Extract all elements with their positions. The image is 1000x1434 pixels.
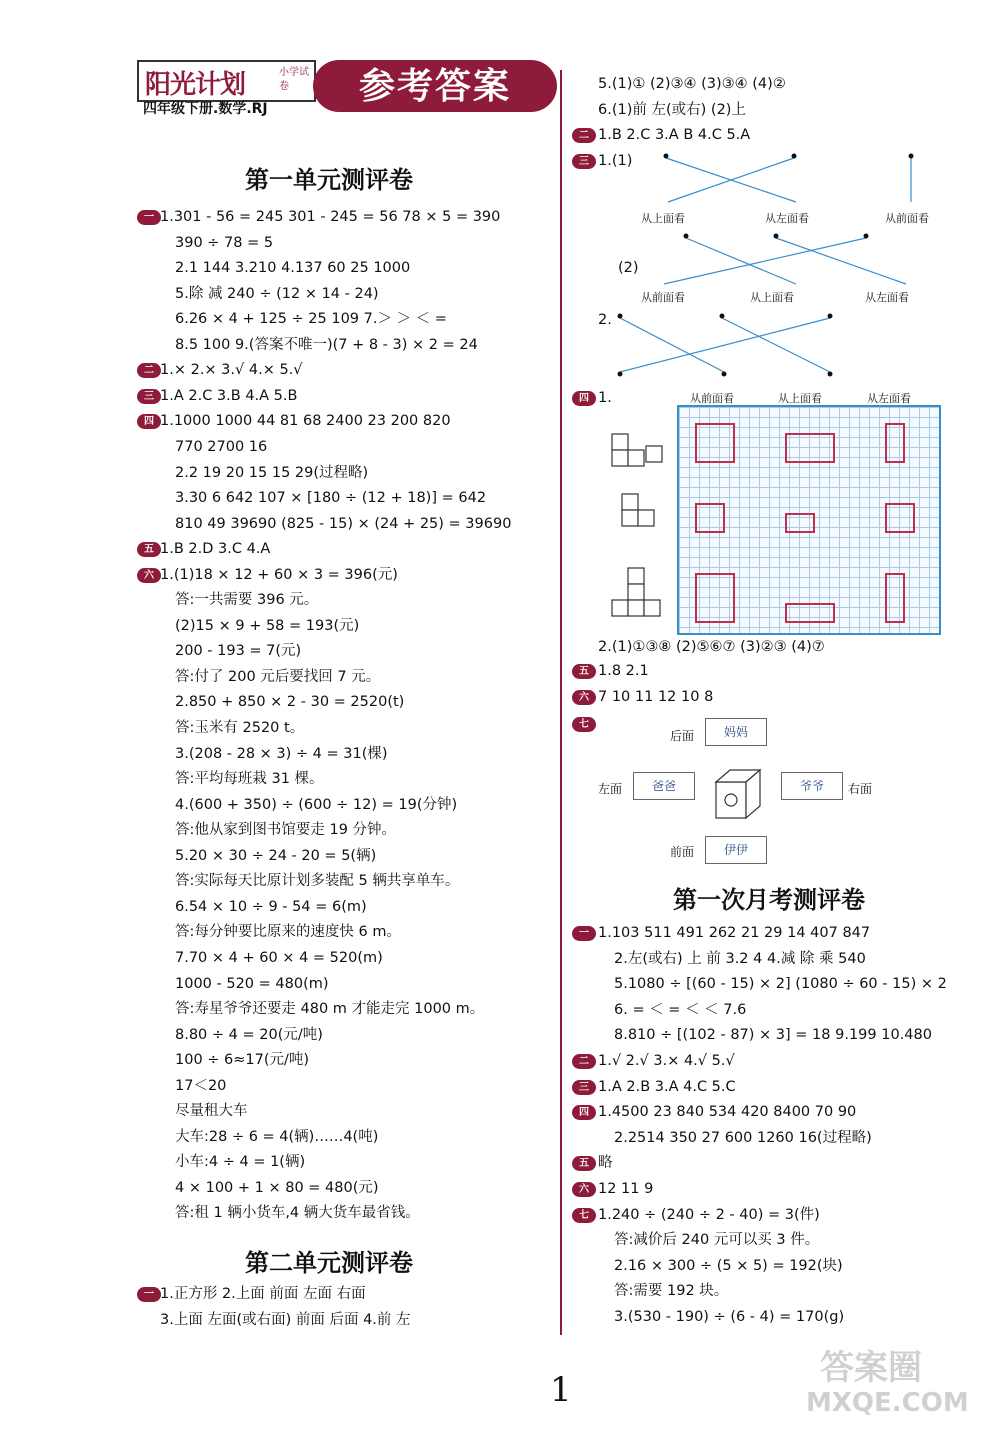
answer-line: 8.80 ÷ 4 = 20(元/吨) [175,1026,323,1043]
match-dot [828,314,833,319]
cube [622,510,638,526]
section-title-monthly: 第一次月考测评卷 [673,885,865,914]
answer-line: 1.B 2.C 3.A B 4.C 5.A [598,127,751,143]
answer-line: 390 ÷ 78 = 5 [175,234,274,251]
answer-line: 1.103 511 491 262 21 29 14 407 847 [598,925,871,941]
back-label: 后面 [670,729,695,743]
match-dot [792,154,797,159]
answer-line: 1000 - 520 = 480(m) [175,975,329,992]
match3-line-b [722,318,830,372]
cube [612,434,628,450]
right-label: 右面 [848,782,873,796]
answer-line: 810 49 39690 (825 - 15) × (24 + 25) = 39690 [175,515,512,532]
section-mark: 二 [137,363,161,378]
answer-line: 5.(1)① (2)③④ (3)③④ (4)② [598,76,786,92]
section-mark: 六 [137,568,161,583]
match-dot [909,154,914,159]
block-circle [725,794,737,806]
answer-line: 2.2514 350 27 600 1260 16(过程略) [614,1129,872,1146]
matching-diagram [600,150,960,390]
column-divider [560,70,562,1335]
answer-line: 5.20 × 30 ÷ 24 - 20 = 5(辆) [175,847,377,864]
grid-header-front: 从前面看 [690,392,734,405]
view-shape [785,433,835,463]
grid-q2-answer: 2.(1)①③⑧ (2)⑤⑥⑦ (3)②③ (4)⑦ [598,639,825,655]
answer-line: 1.240 ÷ (240 ÷ 2 - 40) = 3(件) [598,1206,820,1223]
answer-grid [677,405,941,635]
match2-line-c [664,238,866,284]
view-shape [885,423,905,463]
match-dot [720,314,725,319]
match-dot [864,234,869,239]
answer-line: 1.A 2.B 3.A 4.C 5.C [598,1078,736,1095]
answer-line: 2.16 × 300 ÷ (5 × 5) = 192(块) [614,1257,843,1274]
match-dot [684,234,689,239]
match2-label-2: 从上面看 [750,291,794,304]
subtitle: 四年级下册.数学.RJ [143,101,268,117]
answer-line: 8.810 ÷ [(102 - 87) × 3] = 18 9.199 10.480 [614,1027,932,1044]
match3-line-c [620,318,830,372]
cube [628,584,644,600]
section-mark: 七 [572,1208,596,1223]
answer-line: 2.1 144 3.210 4.137 60 25 1000 [175,260,411,277]
match3-tag: 2. [598,312,612,328]
answer-line: 答:他从家到图书馆要走 19 分钟。 [175,822,397,839]
answer-line: 6.54 × 10 ÷ 9 - 54 = 6(m) [175,898,367,915]
cube [638,510,654,526]
section-mark: 一 [137,1287,161,1302]
answer-line: 1.B 2.D 3.C 4.A [160,541,271,558]
cube-figures [608,418,674,630]
answer-line: 4.(600 + 350) ÷ (600 ÷ 12) = 19(分钟) [175,796,458,813]
answer-line: 1.301 - 56 = 245 301 - 245 = 56 78 × 5 = 390 [160,209,501,225]
section-mark: 一 [572,926,596,941]
view-shape [785,513,815,533]
back-name-box: 妈妈 [705,718,767,746]
answer-line: 答:每分钟要比原来的速度快 6 m。 [175,924,401,941]
cube [628,568,644,584]
logo-side: 小学试卷 [279,67,309,92]
cube [646,446,662,462]
answer-line: 7.70 × 4 + 60 × 4 = 520(m) [175,949,383,966]
answer-line: 5.除 减 240 ÷ (12 × 14 - 24) [175,285,379,302]
match2-label-1: 从前面看 [641,291,685,304]
answer-line: 1.8 2.1 [598,663,649,679]
center-block-figure [712,760,766,822]
answer-line: 答:减价后 240 元可以买 3 件。 [614,1232,820,1249]
match2-line-a [686,238,796,284]
answer-line: 100 ÷ 6≈17(元/吨) [175,1052,310,1069]
match-dot [664,154,669,159]
logo-text: 阳光计划 [145,70,246,100]
match2-tag: (2) [618,260,639,276]
match3-line-a [620,318,724,372]
answer-line: 12 11 9 [598,1181,654,1197]
answer-line: 1.正方形 2.上面 前面 左面 右面 [160,1286,366,1302]
section-mark: 二 [572,128,596,143]
answer-line: 1.(1) [598,152,633,169]
answer-line: 尽量租大车 [175,1103,248,1120]
view-shape [885,573,905,623]
answer-line: 答:寿星爷爷还要走 480 m 才能走完 1000 m。 [175,1001,485,1018]
match1-label-3: 从前面看 [885,212,929,225]
section-mark: 四 [137,414,161,429]
match1-label-2: 从左面看 [765,212,809,225]
answer-line: 答:一共需要 396 元。 [175,592,319,609]
view-shape [785,603,835,623]
cube [628,450,644,466]
answer-line: 7 10 11 12 10 8 [598,689,714,705]
answer-line: 答:需要 192 块。 [614,1283,729,1300]
answer-line: 1.(1)18 × 12 + 60 × 3 = 396(元) [160,566,398,583]
logo-box [137,60,316,102]
answer-line: 答:实际每天比原计划多装配 5 辆共享单车。 [175,873,460,890]
section-mark: 一 [137,210,161,225]
answer-line: 小车:4 ÷ 4 = 1(辆) [175,1154,306,1171]
left-name-box: 爸爸 [633,772,695,800]
view-shape [695,503,725,533]
cube [644,600,660,616]
header [137,60,557,116]
section-title-unit1: 第一单元测评卷 [245,165,413,194]
view-shape [885,503,915,533]
grid-header-top: 从上面看 [778,392,822,405]
section-mark: 六 [572,690,596,705]
answer-line: 200 - 193 = 7(元) [175,643,302,660]
section-mark: 三 [137,389,161,404]
section-mark: 四 [572,1105,596,1120]
section-mark: 六 [572,1182,596,1197]
watermark-logo: 答案圈 [820,1348,922,1388]
answer-line: 17＜20 [175,1077,227,1094]
answer-line: 1.× 2.× 3.√ 4.× 5.√ [160,362,303,379]
front-name-box: 伊伊 [705,836,767,864]
answer-line: 2.左(或右) 上 前 3.2 4 4.减 除 乘 540 [614,950,866,967]
match2-label-3: 从左面看 [865,291,909,304]
answer-line: 6.26 × 4 + 125 ÷ 25 109 7.＞ ＞ ＜ = [175,311,447,328]
answer-line: 3.(530 - 190) ÷ (6 - 4) = 170(g) [614,1309,845,1325]
section-mark: 五 [137,542,161,557]
mark-four: 四 [572,391,596,406]
answer-line: 2.2 19 20 15 15 29(过程略) [175,464,369,481]
grid-header-left: 从左面看 [867,392,911,405]
answer-line: 6.(1)前 左(或右) (2)上 [598,101,746,118]
match2-line-b [776,238,906,284]
match-dot [618,314,623,319]
section-mark: 二 [572,1054,596,1069]
answer-line: 大车:28 ÷ 6 = 4(辆)……4(吨) [175,1128,379,1145]
match-dot [828,372,833,377]
match-dot [618,372,623,377]
answer-line: 答:租 1 辆小货车,4 辆大货车最省钱。 [175,1205,420,1222]
cube [612,600,628,616]
answer-line: 6. = ＜ = ＜ ＜ 7.6 [614,1001,747,1018]
answer-line: 答:付了 200 元后要找回 7 元。 [175,668,381,685]
view-shape [695,573,735,623]
answer-line: 1.A 2.C 3.B 4.A 5.B [160,387,298,404]
answer-banner: 参考答案 [313,60,557,112]
section-mark: 三 [572,154,596,169]
answer-line: 5.1080 ÷ [(60 - 15) × 2] (1080 ÷ 60 - 15) × 2 [614,976,947,993]
answer-line: 4 × 100 + 1 × 80 = 480(元) [175,1179,379,1196]
answer-line: 答:玉米有 2520 t。 [175,720,305,736]
answer-line: 2.850 + 850 × 2 - 30 = 2520(t) [175,694,405,711]
answer-line: 770 2700 16 [175,438,268,455]
answer-line: 答:平均每班栽 31 棵。 [175,771,324,788]
page-number: 1 [550,1370,572,1410]
answer-line: 1.4500 23 840 534 420 8400 70 90 [598,1104,857,1121]
cube [628,600,644,616]
match1-label-1: 从上面看 [641,212,685,225]
match-dot [722,372,727,377]
answer-line: 3.30 6 642 107 × [180 ÷ (12 + 18)] = 642 [175,490,487,507]
match-dot [774,234,779,239]
cube [622,494,638,510]
section-mark: 五 [572,664,596,679]
cube [612,450,628,466]
section-title-unit2: 第二单元测评卷 [245,1248,413,1277]
section-mark: 五 [572,1156,596,1171]
mark-seven: 七 [572,717,596,732]
section-mark: 三 [572,1080,596,1095]
front-label: 前面 [670,845,695,859]
right-name-box: 爷爷 [781,772,843,800]
answer-line: 3.上面 左面(或右面) 前面 后面 4.前 左 [160,1312,411,1328]
watermark-url: MXQE.COM [806,1388,969,1418]
answer-line: 1.1000 1000 44 81 68 2400 23 200 820 [160,413,451,430]
answer-line: (2)15 × 9 + 58 = 193(元) [175,617,360,634]
view-shape [695,423,735,463]
left-label: 左面 [598,782,623,796]
grid-tag: 1. [598,390,612,406]
answer-line: 略 [598,1155,613,1172]
answer-line: 3.(208 - 28 × 3) ÷ 4 = 31(棵) [175,745,388,762]
answer-line: 1.√ 2.√ 3.× 4.√ 5.√ [598,1053,735,1069]
answer-line: 8.5 100 9.(答案不唯一)(7 + 8 - 3) × 2 = 24 [175,336,478,353]
